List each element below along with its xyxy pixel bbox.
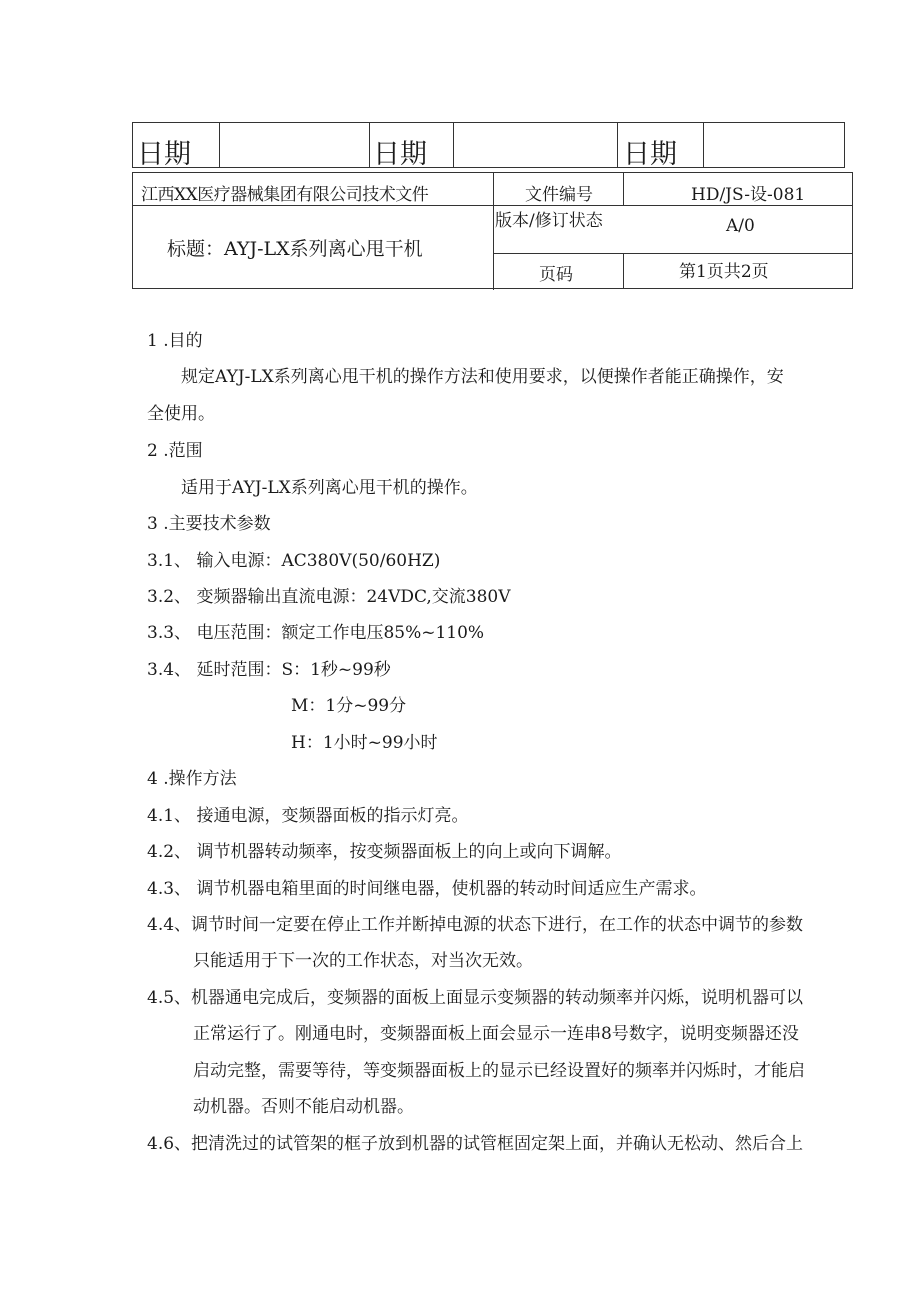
- operation-step-cont: 启动完整，需要等待，等变频器面板上的显示已经设置好的频率并闪烁时，才能启: [193, 1061, 805, 1081]
- operation-step: 4.3、 调节机器电箱里面的时间继电器，使机器的转动时间适应生产需求。: [147, 879, 707, 899]
- section-heading-purpose: 1 .目的: [147, 331, 203, 351]
- date-divider: [703, 123, 704, 167]
- operation-step-cont: 动机器。否则不能启动机器。: [193, 1097, 414, 1117]
- version-label: 版本/修订状态: [495, 211, 603, 231]
- header-divider: [623, 173, 624, 206]
- page-value: 第1页共2页: [679, 262, 769, 282]
- param-item: 3.4、 延时范围：S：1秒~99秒: [147, 660, 391, 680]
- section-heading-operation: 4 .操作方法: [147, 769, 237, 789]
- version-value: A/0: [726, 216, 755, 236]
- date-divider: [369, 123, 370, 167]
- section-heading-scope: 2 .范围: [147, 441, 203, 461]
- header-divider: [623, 253, 624, 289]
- company-name: 江西XX医疗器械集团有限公司技术文件: [141, 185, 429, 205]
- operation-step: 4.6、把清洗过的试管架的框子放到机器的试管框固定架上面，并确认无松动、然后合上: [147, 1134, 804, 1154]
- param-item: 3.2、 变频器输出直流电源：24VDC,交流380V: [147, 587, 511, 607]
- body-paragraph: 适用于AYJ-LX系列离心甩干机的操作。: [181, 478, 478, 498]
- date-label-1: 日期: [137, 139, 191, 170]
- date-label-3: 日期: [623, 139, 677, 170]
- body-paragraph: 全使用。: [147, 404, 215, 424]
- operation-step: 4.5、机器通电完成后，变频器的面板上面显示变频器的转动频率并闪烁，说明机器可以: [147, 988, 804, 1008]
- body-paragraph: 规定AYJ-LX系列离心甩干机的操作方法和使用要求，以便操作者能正确操作，安: [181, 367, 784, 387]
- param-item: M：1分~99分: [291, 696, 407, 716]
- operation-step: 4.1、 接通电源，变频器面板的指示灯亮。: [147, 806, 469, 826]
- param-item: 3.3、 电压范围：额定工作电压85%~110%: [147, 623, 485, 643]
- document-title: 标题：AYJ-LX系列离心甩干机: [167, 238, 423, 260]
- doc-number: HD/JS-设-081: [691, 185, 806, 205]
- doc-number-label: 文件编号: [525, 185, 593, 205]
- param-item: 3.1、 输入电源：AC380V(50/60HZ): [147, 551, 441, 571]
- header-divider: [493, 253, 853, 254]
- header-divider: [493, 173, 494, 290]
- date-row-table: [132, 122, 845, 168]
- section-heading-params: 3 .主要技术参数: [147, 514, 271, 534]
- param-item: H：1小时~99小时: [291, 733, 438, 753]
- operation-step: 4.2、 调节机器转动频率，按变频器面板上的向上或向下调解。: [147, 842, 622, 862]
- operation-step-cont: 只能适用于下一次的工作状态，对当次无效。: [193, 951, 533, 971]
- date-divider: [453, 123, 454, 167]
- page-label: 页码: [539, 265, 573, 285]
- date-label-2: 日期: [373, 139, 427, 170]
- date-divider: [617, 123, 618, 167]
- header-divider: [133, 205, 853, 206]
- date-divider: [219, 123, 220, 167]
- operation-step: 4.4、调节时间一定要在停止工作并断掉电源的状态下进行，在工作的状态中调节的参数: [147, 915, 804, 935]
- document-header-table: [132, 172, 853, 289]
- operation-step-cont: 正常运行了。刚通电时，变频器面板上面会显示一连串8号数字，说明变频器还没: [193, 1024, 799, 1044]
